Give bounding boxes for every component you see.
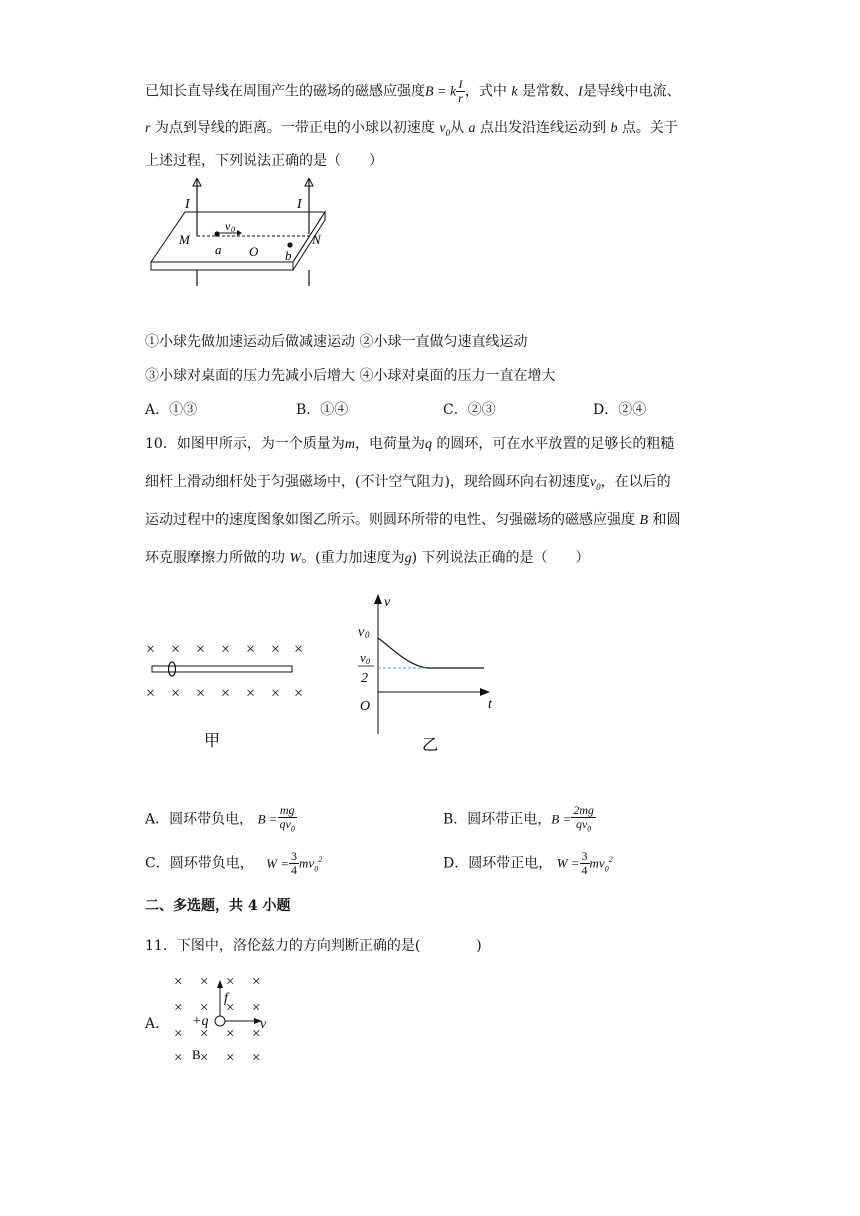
q10-figure-yi <box>352 592 502 754</box>
option-tail: mv <box>299 855 315 871</box>
b-field-cross: × <box>200 1026 209 1042</box>
var-B: B <box>639 513 649 528</box>
b-field-cross: × <box>221 641 231 658</box>
v-axis-arrow <box>374 594 382 604</box>
frac-den-sub: 0 <box>587 824 592 834</box>
q9-option-c[interactable]: C．②③ <box>443 402 496 418</box>
q10-line3 <box>145 510 680 531</box>
label-v: v <box>260 1017 267 1032</box>
option-label: C．圆环带负电， <box>145 855 254 872</box>
q9-line3: 上述过程，下列说法正确的是（ ） <box>145 153 383 169</box>
label-B: B <box>192 1047 201 1062</box>
var-r: r <box>145 121 151 136</box>
option-lhs: B = <box>257 811 278 827</box>
option-fraction <box>571 804 596 835</box>
tail-sup: 2 <box>318 855 323 864</box>
q10-text: ) 下列说法正确的是（ ） <box>411 550 590 566</box>
q9-text: 点。关于 <box>621 120 678 136</box>
q9-figure <box>145 178 385 290</box>
q10-text: 的圆环，可在水平放置的足够长的粗糙 <box>436 436 675 452</box>
q10-line4 <box>145 548 590 569</box>
q10-option-d[interactable] <box>443 850 613 879</box>
option-lhs: W = <box>556 855 580 871</box>
charge-circle <box>215 1016 225 1026</box>
q10-text: 细杆上滑动细杆处于匀强磁场中，(不计空气阻力)，现给圆环向右初速度 <box>145 474 590 490</box>
q9-text: 是导线中电流、 <box>582 83 681 100</box>
b-field-cross: × <box>294 685 304 702</box>
q9-text: 为点到导线的距离。一带正电的小球以初速度 <box>154 120 435 136</box>
b-field-cross: × <box>226 1050 235 1066</box>
origin-label: O <box>360 699 371 714</box>
q10-text: 10．如图甲所示，为一个质量为 <box>145 436 345 452</box>
frac-den-sub: 0 <box>290 824 295 834</box>
var-v0-sub: 0 <box>596 481 601 492</box>
b-field-cross: × <box>174 1026 183 1042</box>
q9-text: 已知长直导线在周围产生的磁场的磁感应强度 <box>145 83 425 100</box>
axis-label-v: v <box>384 595 391 610</box>
option-lhs: W = <box>266 855 290 871</box>
force-arrow-head <box>217 980 223 988</box>
q10-text: 运动过程中的速度图象如图乙所示。则圆环所带的电性、匀强磁场的磁感应强度 <box>145 512 635 528</box>
b-field-cross: × <box>252 1000 261 1016</box>
rod <box>152 666 292 672</box>
label-v0-sub: 0 <box>231 225 235 234</box>
fig-yi-label: 乙 <box>422 737 439 754</box>
var-v0: v <box>589 475 597 490</box>
q9-statement2: ③小球对桌面的压力先减小后增大 ④小球对桌面的压力一直在增大 <box>145 368 556 384</box>
b-field-cross: × <box>226 1026 235 1042</box>
formula-num: I <box>456 78 465 92</box>
q10-text: ，电荷量为 <box>354 436 425 452</box>
q10-figure-jia <box>140 636 320 756</box>
option-fraction <box>278 804 297 835</box>
b-field-cross: × <box>271 641 281 658</box>
point-b-dot <box>287 242 292 247</box>
frac-num: 3 <box>581 849 588 864</box>
label-N: N <box>312 232 321 247</box>
var-q: q <box>424 437 432 452</box>
tail-sub: 0 <box>604 864 609 874</box>
b-field-cross: × <box>200 1050 209 1066</box>
formula-den: r <box>458 91 463 105</box>
var-v0-sub: 0 <box>445 127 451 138</box>
b-field-cross: × <box>174 1000 183 1016</box>
frac-den <box>571 818 596 835</box>
label-b: b <box>285 248 292 263</box>
frac-den-text: qv <box>279 817 291 831</box>
var-k: k <box>511 84 518 100</box>
formula-fraction <box>456 78 465 105</box>
q10-text: 和圆 <box>652 512 681 528</box>
b-field-cross: × <box>171 641 181 658</box>
tick-half-den: 2 <box>361 671 368 686</box>
q9-line1 <box>145 78 681 105</box>
point-a: a <box>468 121 476 136</box>
axis-label-t: t <box>488 697 492 712</box>
b-field-cross: × <box>146 685 156 702</box>
var-W: W <box>289 551 302 566</box>
q10-text: 。(重力加速度为 <box>301 550 405 566</box>
velocity-curve <box>378 638 484 668</box>
b-field-cross: × <box>221 685 231 702</box>
q10-line2 <box>145 472 671 497</box>
frac-den: 4 <box>291 863 298 878</box>
frac-den-text: qv <box>575 817 588 831</box>
b-field-cross: × <box>226 1000 235 1016</box>
tick-v0-sub: 0 <box>365 630 370 640</box>
b-field-cross: × <box>294 641 304 658</box>
q9-statement1: ①小球先做加速运动后做减速运动 ②小球一直做匀速直线运动 <box>145 334 528 350</box>
q10-option-a[interactable] <box>145 804 297 835</box>
q10-text: 环克服摩擦力所做的功 <box>145 550 285 566</box>
option-label: B．圆环带正电， <box>443 811 552 828</box>
formula-lhs: B = k <box>425 84 457 100</box>
label-O: O <box>249 244 259 259</box>
b-field-cross: × <box>146 641 156 658</box>
q10-text: ，在以后的 <box>600 474 671 490</box>
q9-text: 是常数、 <box>522 83 579 100</box>
b-field-cross: × <box>174 974 183 990</box>
label-a: a <box>215 242 222 257</box>
q9-option-d[interactable]: D．②④ <box>593 402 647 418</box>
b-field-cross: × <box>246 641 256 658</box>
frac-num: 3 <box>291 849 298 864</box>
label-f: f <box>224 991 228 1006</box>
q11-option-a[interactable]: A． <box>145 1016 170 1032</box>
var-v0: v <box>439 121 446 136</box>
q9-text: 从 <box>450 120 465 136</box>
option-fraction <box>580 850 590 877</box>
b-field-cross: × <box>196 641 206 658</box>
q10-option-b[interactable] <box>443 804 596 835</box>
var-g: g <box>404 551 412 566</box>
var-m: m <box>344 437 355 452</box>
point-a-dot <box>214 231 219 236</box>
option-label: A．圆环带负电， <box>145 811 254 828</box>
b-field-cross: × <box>246 685 256 702</box>
fig-jia-label: 甲 <box>204 733 221 750</box>
option-label: D．圆环带正电， <box>443 855 553 872</box>
q10-option-c[interactable] <box>145 850 322 879</box>
b-field-cross: × <box>252 974 261 990</box>
option-lhs: B = <box>551 811 572 827</box>
tail-sup: 2 <box>608 855 613 864</box>
tail-sub: 0 <box>314 864 319 874</box>
b-field-cross: × <box>252 1050 261 1066</box>
label-I-left: I <box>185 197 190 212</box>
tick-half-num-sub: 0 <box>366 657 370 666</box>
label-v0: v <box>225 219 231 233</box>
option-tail: mv <box>589 855 605 871</box>
option-fraction <box>289 850 299 877</box>
q11-stem: 11．下图中，洛伦兹力的方向判断正确的是( ) <box>145 938 482 954</box>
var-I: I <box>578 84 583 100</box>
q9-text: 点出发沿连线运动到 <box>479 120 606 136</box>
frac-num: 2mg <box>573 803 594 817</box>
frac-num: mg <box>278 804 297 818</box>
frac-den <box>278 818 297 835</box>
label-q: +q <box>192 1014 209 1029</box>
tick-half-num: v <box>360 650 366 665</box>
t-axis-arrow <box>480 688 490 696</box>
q10-line1 <box>145 434 674 455</box>
q9-option-b[interactable]: B．①④ <box>296 402 349 418</box>
q9-line2 <box>145 118 678 143</box>
q11-figure-a <box>172 968 282 1068</box>
b-field-cross: × <box>196 685 206 702</box>
b-field-cross: × <box>171 685 181 702</box>
b-field-cross: × <box>226 974 235 990</box>
b-field-cross: × <box>174 1050 183 1066</box>
q9-option-a[interactable]: A．①③ <box>145 402 198 418</box>
label-M: M <box>179 232 190 247</box>
tick-v0: v <box>358 625 365 640</box>
q9-text: ，式中 <box>464 83 507 100</box>
point-b: b <box>610 121 618 136</box>
b-field-cross: × <box>271 685 281 702</box>
b-field-cross: × <box>200 1000 209 1016</box>
b-field-cross: × <box>252 1026 261 1042</box>
section-heading: 二、多选题，共 4 小题 <box>145 898 291 914</box>
label-I-right: I <box>297 197 302 212</box>
b-field-cross: × <box>200 974 209 990</box>
frac-den: 4 <box>581 863 588 878</box>
